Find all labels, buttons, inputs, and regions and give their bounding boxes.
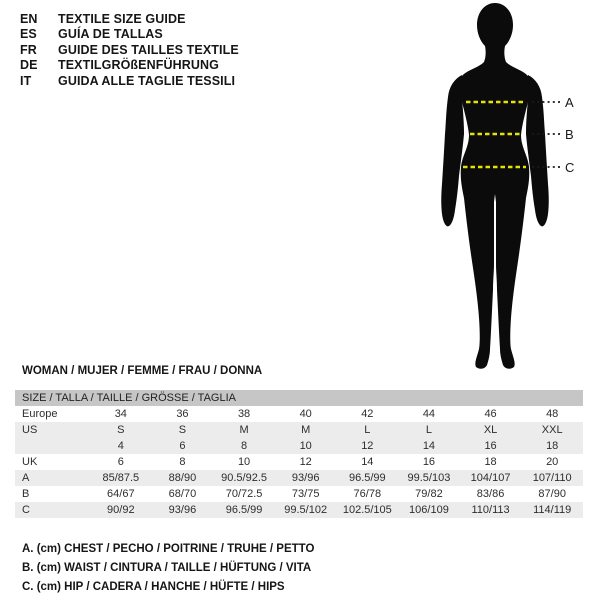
- table-cell: 12: [361, 440, 374, 452]
- language-row: [20, 27, 239, 42]
- table-cell: 93/96: [168, 504, 197, 516]
- row-label: C: [22, 504, 30, 516]
- language-title: GUÍA DE TALLAS: [58, 27, 163, 42]
- row-label: US: [22, 424, 38, 436]
- table-row: [15, 502, 583, 518]
- table-cell: 44: [422, 408, 436, 420]
- measurement-label-c: C: [565, 160, 575, 175]
- table-cell: 68/70: [168, 488, 197, 500]
- table-cell: 36: [176, 408, 189, 420]
- language-title-block: [20, 12, 239, 89]
- table-cell: S: [117, 424, 125, 436]
- language-row: [20, 43, 239, 58]
- row-label: [15, 438, 90, 454]
- table-row: [15, 454, 583, 470]
- language-title: GUIDA ALLE TAGLIE TESSILI: [58, 73, 236, 88]
- table-cell: 20: [546, 456, 559, 468]
- table-cell: 102.5/105: [342, 504, 392, 516]
- language-code: ES: [20, 27, 37, 42]
- woman-silhouette-svg: [420, 0, 600, 380]
- table-cell: 90/92: [107, 504, 135, 516]
- table-cell: 14: [361, 456, 374, 468]
- table-cell: 18: [484, 456, 497, 468]
- table-cell: 46: [484, 408, 497, 420]
- table-cell: 6: [117, 456, 124, 468]
- table-cell: 38: [237, 408, 251, 420]
- language-title: GUIDE DES TAILLES TEXTILE: [58, 42, 239, 57]
- table-cell: 93/96: [291, 472, 320, 484]
- table-cell: L: [364, 424, 371, 436]
- table-cell: 14: [422, 440, 436, 452]
- table-row: [15, 422, 583, 438]
- table-cell: 16: [422, 456, 436, 468]
- table-cell: 88/90: [168, 472, 197, 484]
- table-cell: 79/82: [415, 488, 443, 500]
- legend-line-chest: A. (cm) CHEST / PECHO / POITRINE / TRUHE / PETTO: [22, 543, 315, 555]
- row-label: Europe: [22, 408, 58, 420]
- table-cell: 12: [299, 456, 312, 468]
- table-cell: 76/78: [353, 488, 382, 500]
- table-cell: XL: [483, 424, 498, 436]
- table-cell: 110/113: [471, 504, 510, 516]
- table-cell: 48: [546, 408, 559, 420]
- table-cell: 83/86: [476, 488, 505, 500]
- language-code: FR: [20, 42, 37, 57]
- table-cell: 6: [179, 440, 186, 452]
- table-cell: 64/67: [107, 488, 135, 500]
- language-code: EN: [20, 12, 38, 26]
- language-row: [20, 12, 239, 27]
- legend-line-hip: C. (cm) HIP / CADERA / HANCHE / HÜFTE / HIPS: [22, 581, 285, 593]
- table-cell: S: [178, 424, 187, 436]
- table-cell: L: [425, 424, 432, 436]
- size-table: [15, 390, 583, 518]
- table-cell: 8: [179, 456, 186, 468]
- table-cell: 85/87.5: [102, 472, 140, 484]
- language-row: [20, 58, 239, 73]
- measurement-figure: [420, 0, 600, 380]
- woman-silhouette: [460, 3, 530, 369]
- table-row: [15, 438, 583, 454]
- table-row: [15, 470, 583, 486]
- table-cell: 87/90: [538, 488, 566, 500]
- row-label: UK: [22, 456, 38, 468]
- measurement-label-b: B: [565, 127, 574, 142]
- table-cell: 106/109: [409, 504, 449, 516]
- size-table-body: [15, 406, 583, 518]
- woman-left-arm: [441, 75, 464, 226]
- language-row: [20, 74, 239, 89]
- table-cell: 96.5/99: [225, 504, 263, 516]
- table-row: [15, 406, 583, 422]
- table-cell: M: [239, 424, 249, 436]
- table-cell: 99.5/103: [407, 472, 451, 484]
- table-cell: 42: [361, 408, 374, 420]
- table-cell: 40: [299, 408, 312, 420]
- table-cell: 114/119: [533, 504, 572, 516]
- language-title: TEXTILGRÖßENFÜHRUNG: [58, 58, 219, 73]
- table-cell: 8: [241, 440, 248, 452]
- measurement-label-a: A: [565, 95, 574, 110]
- gender-label: WOMAN / MUJER / FEMME / FRAU / DONNA: [22, 365, 263, 377]
- language-title: TEXTILE SIZE GUIDE: [58, 12, 186, 26]
- table-cell: 90.5/92.5: [221, 472, 267, 484]
- table-cell: 10: [237, 456, 251, 468]
- table-cell: 96.5/99: [348, 472, 386, 484]
- legend-line-waist: B. (cm) WAIST / CINTURA / TAILLE / HÜFTUNG / VITA: [22, 562, 312, 574]
- table-cell: 70/72.5: [225, 488, 263, 500]
- table-cell: 73/75: [291, 488, 320, 500]
- woman-right-arm: [526, 75, 549, 226]
- size-table-header: SIZE / TALLA / TAILLE / GRÖSSE / TAGLIA: [15, 390, 583, 406]
- table-cell: XXL: [541, 424, 563, 436]
- table-cell: M: [301, 424, 311, 436]
- language-code: IT: [20, 73, 32, 88]
- row-label: A: [22, 472, 30, 484]
- table-cell: 34: [114, 408, 127, 420]
- measurement-legend: [22, 540, 314, 597]
- row-label: B: [22, 488, 30, 500]
- table-cell: 18: [546, 440, 559, 452]
- table-cell: 16: [484, 440, 497, 452]
- table-cell: 10: [299, 440, 312, 452]
- language-code: DE: [20, 58, 38, 73]
- table-row: [15, 486, 583, 502]
- table-cell: 107/110: [532, 472, 572, 484]
- table-cell: 104/107: [470, 472, 511, 484]
- table-cell: 4: [117, 440, 124, 452]
- table-cell: 99.5/102: [284, 504, 328, 516]
